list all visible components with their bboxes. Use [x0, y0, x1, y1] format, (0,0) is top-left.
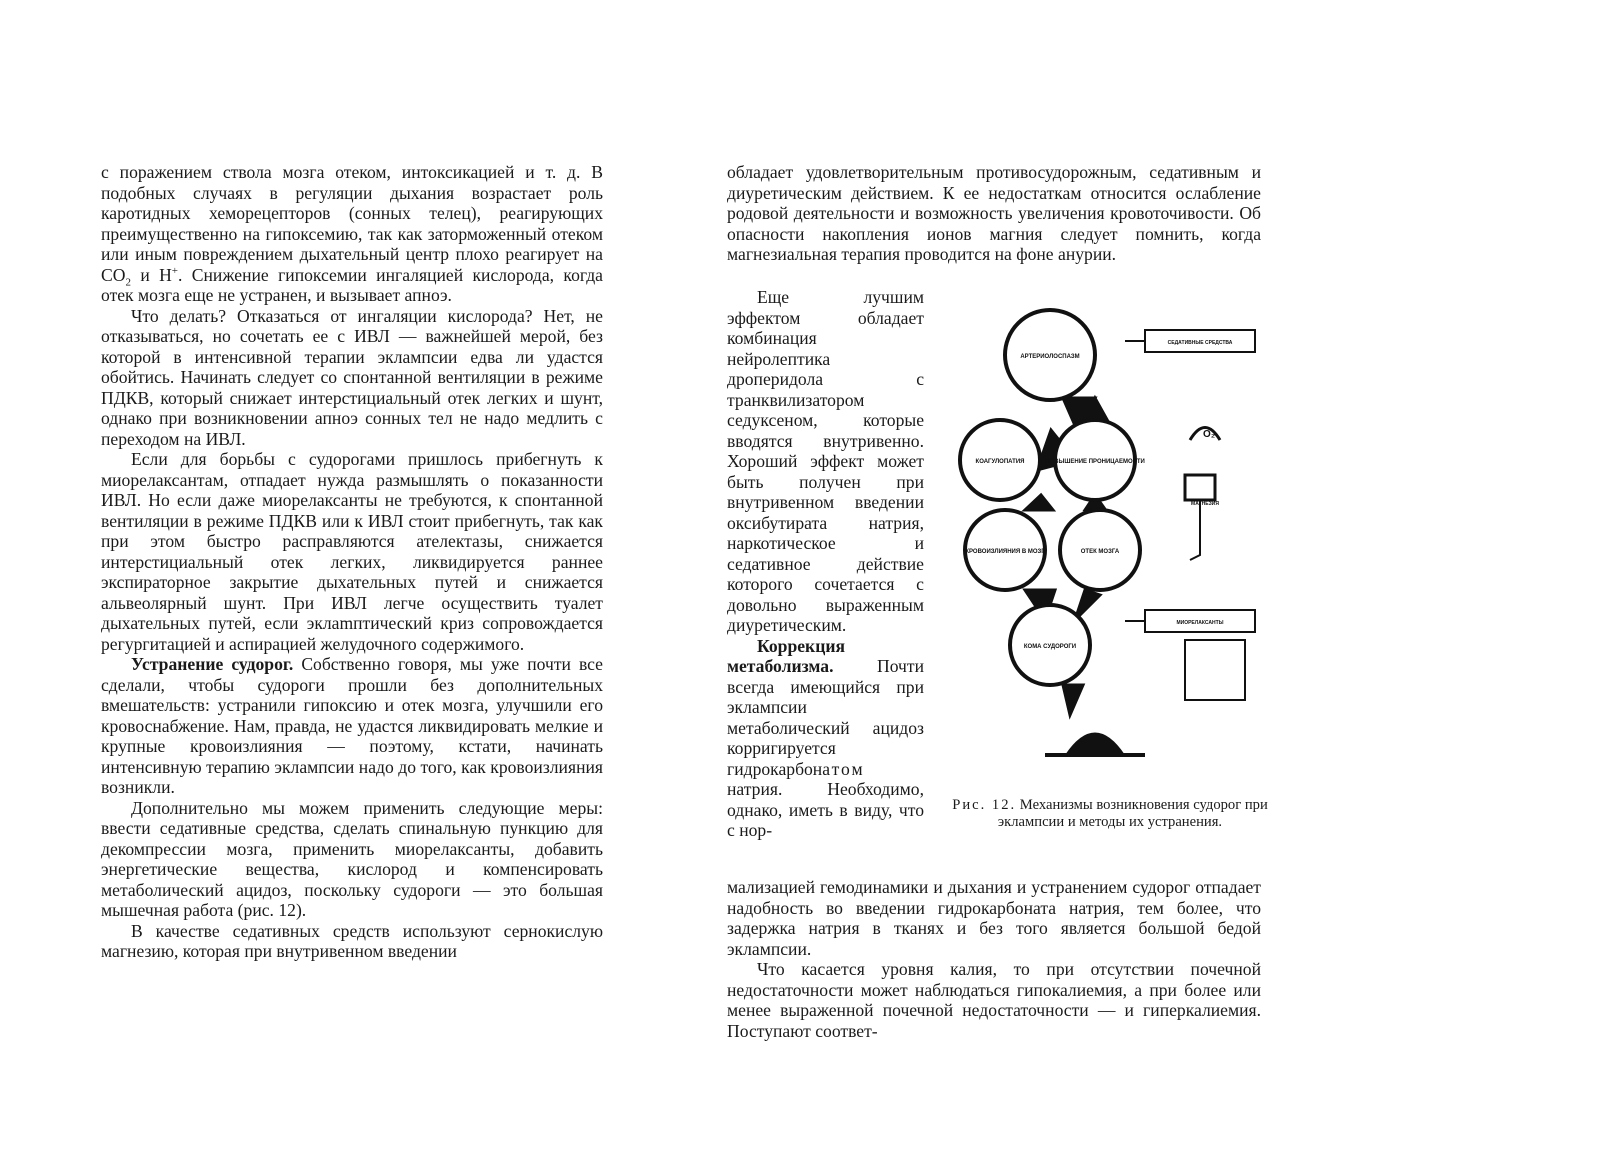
paragraph: Дополнительно мы можем применить следующие меры: ввести седативные средства, сделать спинальную пункцию для декомпрессии мозга, применить миорелаксанты, добавить энергетические вещества, кислород и компенсировать метаболический ацидоз, поскольку судороги — это большая мышечная работа (рис. 12).	[101, 797, 603, 920]
figure-caption: Рис. 12. Механизмы возникновения судорог при эклампсии и методы их устранения.	[952, 797, 1268, 830]
label-coma: КОМА СУДОРОГИ	[1023, 644, 1077, 650]
connector	[1063, 685, 1083, 715]
paragraph: мализацией гемодинамики и дыхания и устранением судорог отпадает надобность во введении гидрокарбоната натрия, тем более, что задержка натрия в тканях и без того является большой бедой эклампсии.	[727, 877, 1261, 959]
connector	[1025, 495, 1053, 510]
section-heading: Устранение судорог.	[131, 654, 294, 674]
section-heading: Коррекция метаболизма.	[727, 635, 845, 676]
paragraph: Если для борьбы с судорогами пришлось прибегнуть к миорелаксантам, отпадает нужда размышлять о показанности ИВЛ. Но если даже миорелаксанты не требуются, к спонтанной вентиляции в режиме ПДКВ или к ИВЛ стоит прибегнуть, так как при этом быстро расправляются ателектазы, снижается интерстициальный отек легких, ликвидируется раннее экспираторное закрытие дыхательных путей и снижается альвеолярный шунт. При ИВЛ легче осуществить туалет дыхательных путей, если эклamптический криз сопровождается регургитацией и аспирацией желудочного содержимого.	[101, 449, 603, 654]
pump-icon	[1185, 640, 1245, 700]
label-oxygen: O₂	[1203, 429, 1216, 440]
right-column-top	[727, 162, 1261, 265]
paragraph: Что делать? Отказаться от ингаляции кислорода? Нет, не отказываться, но сочетать ее с ИВЛ — важнейшей мерой, без которой в интенсивной терапии эклампсии едва ли удастся обойтись. Начинать следует со спонтанной вентиляции в режиме ПДКВ, который снижает интерстициальный отек легких и шунт, однако при возникновении апноэ сонных тел не надо медлить с переходом на ИВЛ.	[101, 305, 603, 449]
paragraph: В качестве седативных средств используют сернокислую магнезию, которая при внутривенном введении	[101, 920, 603, 961]
figure-12-diagram	[945, 300, 1275, 790]
paragraph: с поражением ствола мозга отеком, интоксикацией и т. д. В подобных случаях в регуляции дыхания возрастает роль каротидных хеморецепторов (сонных телец), реагирующих преимущественно на гипоксемию, так как заторможенный отеком или иным повреждением дыхательный центр плохо реагирует на $CO_2$ и H+. Снижение гипоксемии ингаляцией кислорода, когда отек мозга еще не устранен, и вызывает апноэ.	[101, 162, 603, 305]
iv-bottle-icon	[1185, 475, 1215, 500]
label-magnesium: МАГНЕЗИЯ	[1191, 501, 1219, 507]
right-column-bottom	[727, 877, 1261, 1041]
paragraph: Еще лучшим эффектом обладает комбинация нейролептика дроперидола с транквилизатором седуксеном, которые вводятся внутривенно. Хороший эффект может быть получен при внутривенном введении оксибутирата натрия, наркотическое и седативное действие которого сочетается с довольно выраженным диуретическим.	[727, 287, 924, 635]
label-hemorrhage: КРОВОИЗЛИЯНИЯ В МОЗГ	[965, 549, 1045, 555]
label-edema: ОТЕК МОЗГА	[1080, 549, 1120, 555]
label-sedatives: СЕДАТИВНЫЕ СРЕДСТВА	[1167, 340, 1233, 346]
brain-icon	[1065, 733, 1125, 756]
paragraph: Что касается уровня калия, то при отсутствии почечной недостаточности может наблюдаться гипокалиемия, а при более или менее выраженной почечной недостаточности — и гиперкалиемия. Поступают соответ-	[727, 959, 1261, 1041]
paragraph: обладает удовлетворительным противосудорожным, седативным и диуретическим действием. К ее недостаткам относится ослабление родовой деятельности и возможность увеличения кровоточивости. Об опасности накопления ионов магния следует помнить, когда магнезиальная терапия проводится на фоне анурии.	[727, 162, 1261, 264]
label-coagulopathy: КОАГУЛОПАТИЯ	[975, 459, 1025, 465]
paragraph: Устранение судорог. Собственно говоря, мы уже почти все сделали, чтобы судороги прошли без дополнительных вмешательств: устранили гипоксию и отек мозга, улучшили его кровоснабжение. Нам, правда, не удастся ликвидировать мелкие и крупные кровоизлияния — поэтому, кстати, начинать интенсивную терапию эклампсии надо до того, как кровоизлияния возникли.	[101, 654, 603, 797]
right-column-narrow	[727, 287, 924, 841]
iv-line	[1190, 500, 1200, 560]
left-column	[101, 162, 603, 962]
label-arteriolospasm: АРТЕРИОЛОСПАЗМ	[1020, 354, 1080, 360]
label-relaxants: МИОРЕЛАКСАНТЫ	[1176, 620, 1224, 626]
paragraph: Коррекция метаболизма. Почти всегда имеющийся при эклампсии метаболический ацидоз корригируется гидрокарбонатом натрия. Необходимо, однако, иметь в виду, что с нор-	[727, 635, 924, 840]
label-permeability: ПОВЫШЕНИЕ ПРОНИЦАЕМОСТИ	[1045, 459, 1145, 465]
